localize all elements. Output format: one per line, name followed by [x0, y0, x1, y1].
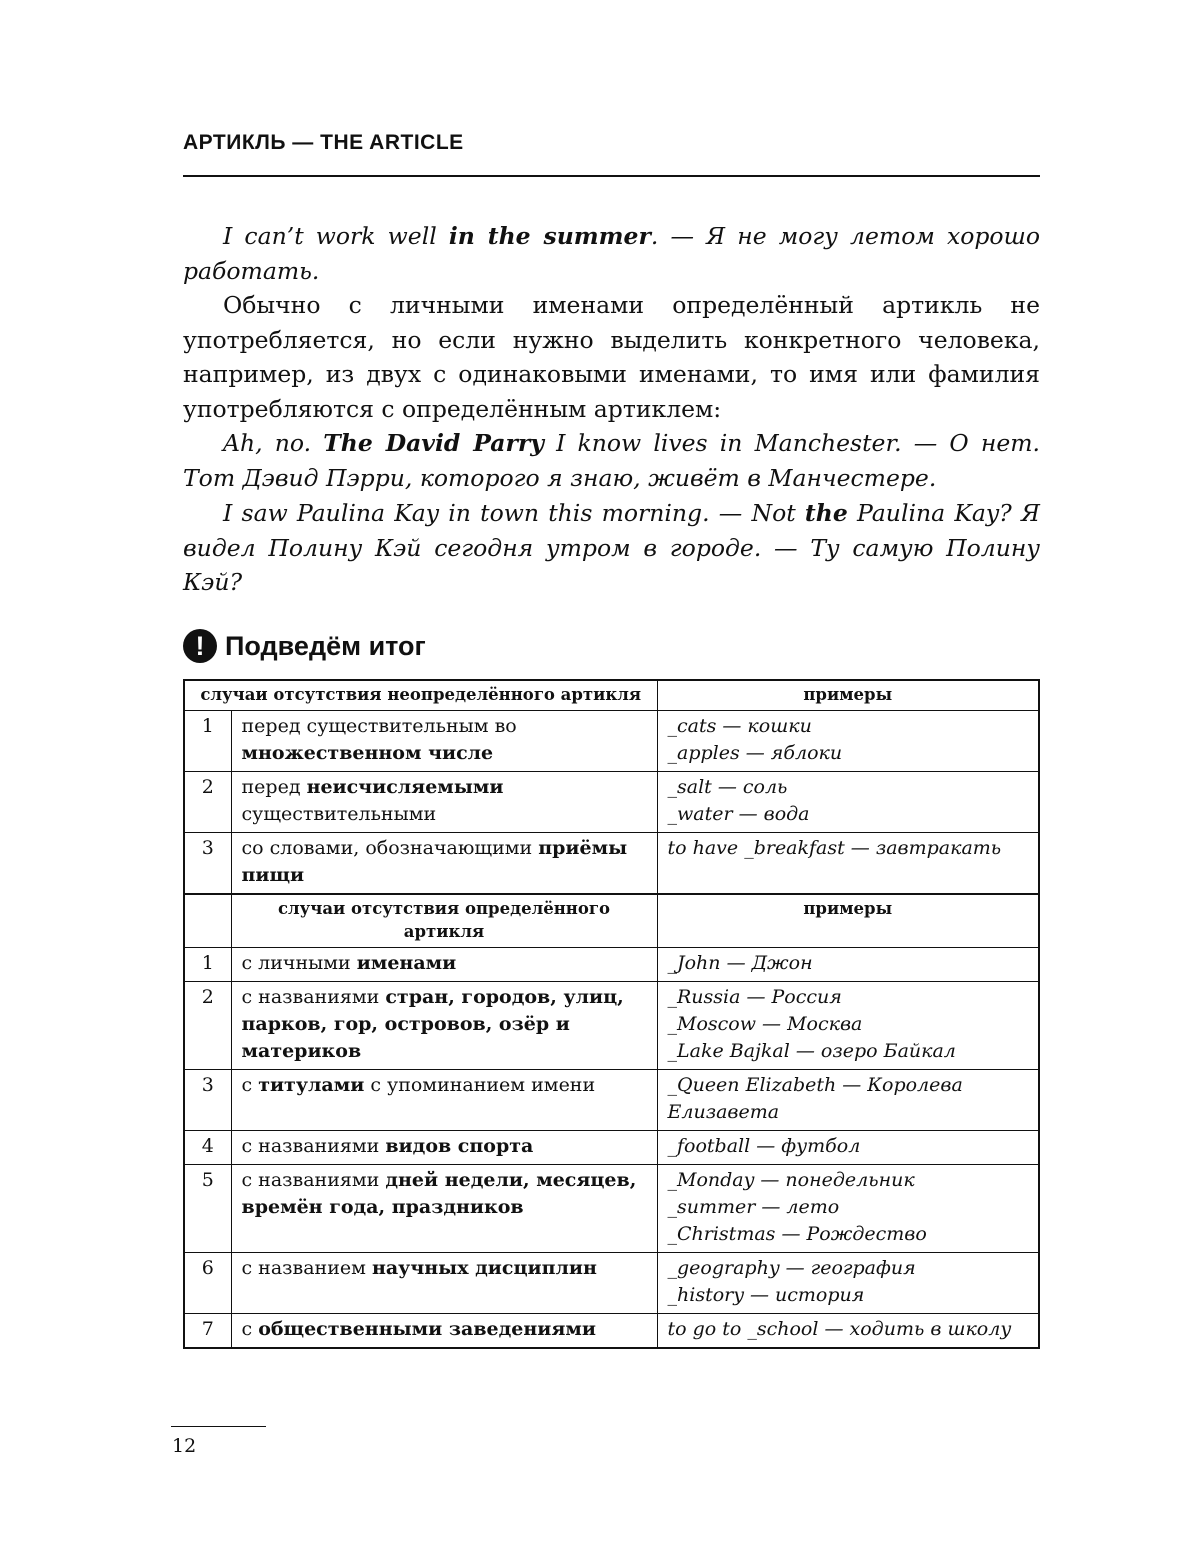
- case-emphasis: множественном числе: [241, 742, 494, 764]
- case-description: [231, 1314, 657, 1349]
- case-description: [231, 948, 657, 982]
- example-item: _Moscow — Москва: [667, 1013, 863, 1035]
- examples-cell: [657, 711, 1039, 772]
- examples-cell: [657, 1131, 1039, 1165]
- row-number: 7: [184, 1314, 231, 1349]
- row-number: 4: [184, 1131, 231, 1165]
- example-2-text-c: I know lives in Manchester. — О нет. Тот Дэвид Пэрри, которого я знаю, живёт в Манчестере.: [183, 429, 1040, 492]
- table-row: [184, 1131, 1039, 1165]
- example-item: _history — история: [667, 1284, 865, 1306]
- row-number: 3: [184, 833, 231, 895]
- examples-cell: [657, 1253, 1039, 1314]
- case-description: [231, 1253, 657, 1314]
- case-emphasis: именами: [356, 952, 457, 974]
- examples-cell: [657, 1165, 1039, 1253]
- header-cases: случаи отсутствия определённого артикля: [231, 894, 657, 948]
- case-description: [231, 1131, 657, 1165]
- case-text: с названиями: [241, 1169, 386, 1191]
- case-text: с названиями: [241, 1135, 386, 1157]
- example-2-text-a: Ah, no.: [223, 429, 324, 457]
- footer-divider: [171, 1426, 266, 1427]
- example-item: to have _breakfast — завтракать: [667, 837, 1002, 859]
- table-row: [184, 948, 1039, 982]
- example-item: to go to _school — ходить в школу: [667, 1318, 1012, 1340]
- rule-paragraph: Обычно с личными именами определённый артикль не употребляется, но если нужно выделить конкретного человека, например, из двух с одинаковыми именами, то имя или фамилия употребляются с определённым артиклем:: [183, 291, 1040, 423]
- case-emphasis: видов спорта: [385, 1135, 534, 1157]
- header-divider: [183, 175, 1040, 177]
- example-item: _Christmas — Рождество: [667, 1223, 927, 1245]
- table-row: [184, 711, 1039, 772]
- example-item: _water — вода: [667, 803, 810, 825]
- example-1-highlight: in the summer: [448, 222, 651, 250]
- case-text: с названиями: [241, 986, 386, 1008]
- example-3-text-a: I saw Paulina Kay in town this morning. — Not: [223, 499, 805, 527]
- table-row: [184, 1314, 1039, 1349]
- example-item: _geography — география: [667, 1257, 916, 1279]
- header-examples: примеры: [657, 894, 1039, 948]
- case-text: перед существительным во: [241, 715, 517, 737]
- examples-cell: [657, 772, 1039, 833]
- example-1-text-a: I can’t work well: [223, 222, 449, 250]
- case-emphasis: научных дисциплин: [371, 1257, 597, 1279]
- summary-title: Подведём итог: [225, 630, 426, 661]
- row-number: 3: [184, 1070, 231, 1131]
- example-item: _cats — кошки: [667, 715, 812, 737]
- row-number: 6: [184, 1253, 231, 1314]
- examples-cell: [657, 948, 1039, 982]
- example-item: _Queen Elizabeth — Королева Елизавета: [667, 1074, 963, 1123]
- example-1-text-c: . — Я не могу летом хорошо работать.: [183, 222, 1040, 285]
- row-number: 2: [184, 772, 231, 833]
- table-row: [184, 772, 1039, 833]
- table-row: [184, 1070, 1039, 1131]
- case-text: с упоминанием имени: [364, 1074, 596, 1096]
- examples-cell: [657, 833, 1039, 895]
- examples-cell: [657, 982, 1039, 1070]
- case-emphasis: титулами: [258, 1074, 365, 1096]
- example-item: _Monday — понедельник: [667, 1169, 915, 1191]
- case-emphasis: дней недели, месяцев, времён года, праздников: [241, 1169, 637, 1218]
- case-emphasis: неисчисляемыми: [306, 776, 504, 798]
- case-text: с: [241, 1318, 259, 1340]
- case-description: [231, 1165, 657, 1253]
- table-header-row: [184, 894, 1039, 948]
- example-item: _salt — соль: [667, 776, 788, 798]
- table-row: [184, 982, 1039, 1070]
- example-3-text-c: Paulina Kay? Я видел Полину Кэй сегодня утром в городе. — Ту самую Полину Кэй?: [183, 499, 1040, 596]
- examples-cell: [657, 1314, 1039, 1349]
- running-header: АРТИКЛЬ — THE ARTICLE: [183, 131, 464, 154]
- case-text: с личными: [241, 952, 357, 974]
- case-emphasis: общественными заведениями: [258, 1318, 596, 1340]
- example-sentence-2: [183, 426, 1040, 495]
- case-description: [231, 772, 657, 833]
- page-number: 12: [172, 1435, 197, 1457]
- table-row: [184, 1253, 1039, 1314]
- header-examples: примеры: [657, 680, 1039, 711]
- case-text: существительными: [241, 803, 437, 825]
- example-item: _football — футбол: [667, 1135, 861, 1157]
- case-emphasis: стран, городов, улиц, парков, гор, островов, озёр и материков: [241, 986, 624, 1062]
- example-2-highlight: The David Parry: [323, 429, 544, 457]
- row-number: 2: [184, 982, 231, 1070]
- header-num-cell: [184, 894, 231, 948]
- row-number: 1: [184, 948, 231, 982]
- example-item: _apples — яблоки: [667, 742, 843, 764]
- example-item: _John — Джон: [667, 952, 813, 974]
- row-number: 1: [184, 711, 231, 772]
- table-row: [184, 1165, 1039, 1253]
- table-header-row: [184, 680, 1039, 711]
- example-item: _summer — лето: [667, 1196, 840, 1218]
- exclamation-icon: !: [183, 629, 217, 663]
- summary-heading: [183, 627, 426, 665]
- row-number: 5: [184, 1165, 231, 1253]
- summary-table: [183, 679, 1040, 1349]
- case-text: с: [241, 1074, 259, 1096]
- case-text: перед: [241, 776, 307, 798]
- examples-cell: [657, 1070, 1039, 1131]
- case-text: с названием: [241, 1257, 372, 1279]
- header-cases: случаи отсутствия неопределённого артикля: [184, 680, 657, 711]
- case-emphasis: приёмы пищи: [241, 837, 628, 886]
- example-item: _Russia — Россия: [667, 986, 842, 1008]
- case-text: со словами, обозначающими: [241, 837, 539, 859]
- example-item: _Lake Bajkal — озеро Байкал: [667, 1040, 956, 1062]
- example-sentence-3: [183, 496, 1040, 600]
- case-description: [231, 982, 657, 1070]
- example-sentence-1: [183, 219, 1040, 288]
- case-description: [231, 833, 657, 895]
- table-row: [184, 833, 1039, 895]
- example-3-highlight: the: [804, 499, 848, 527]
- case-description: [231, 711, 657, 772]
- case-description: [231, 1070, 657, 1131]
